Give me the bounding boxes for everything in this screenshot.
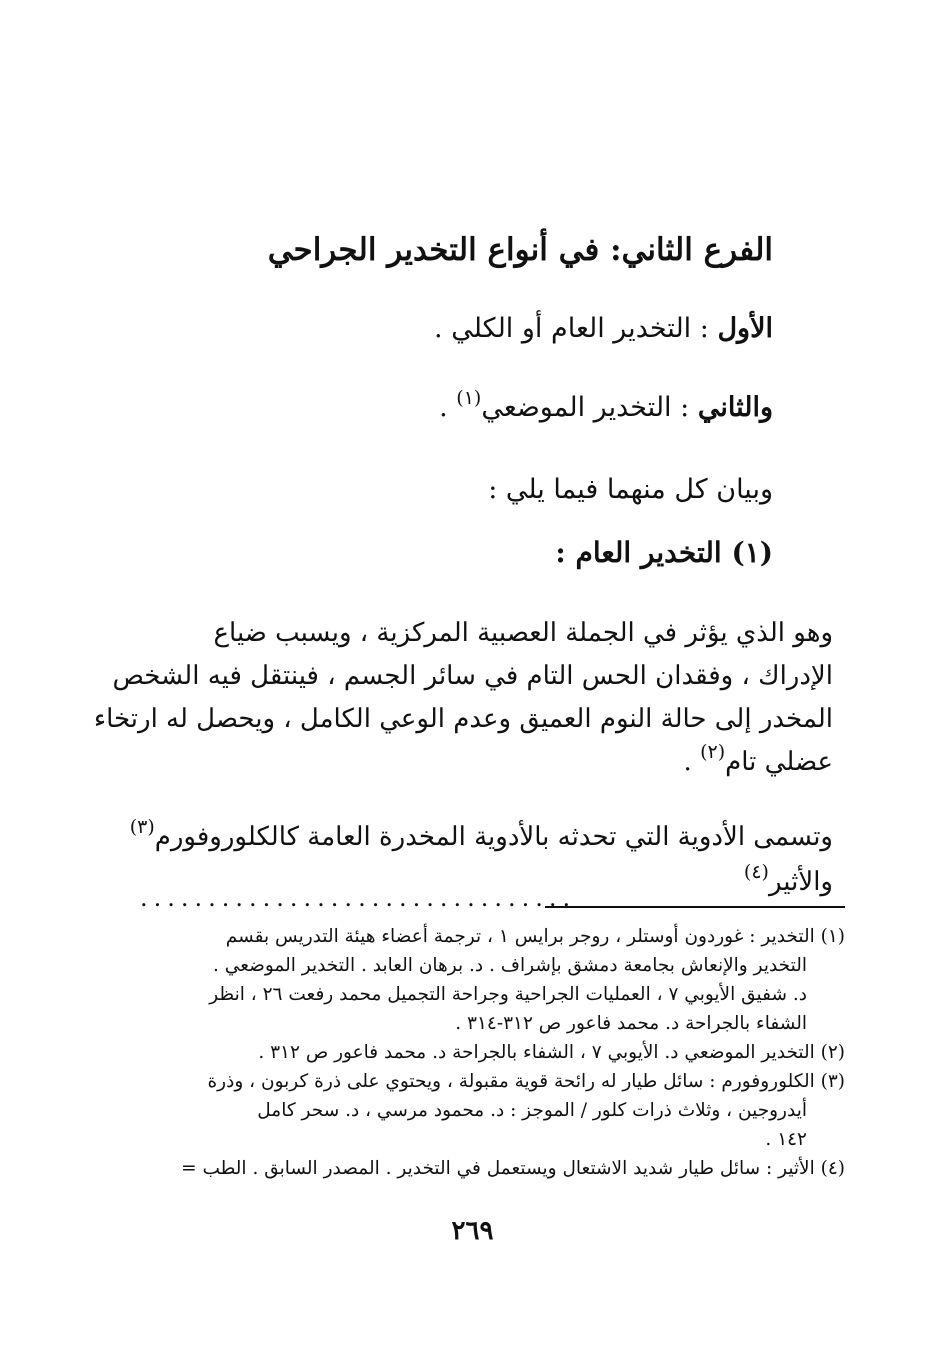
footnote-1-continuation: التخدير والإنعاش بجامعة دمشق بإشراف . د. برهان العابد . التخدير الموضعي .: [213, 955, 807, 976]
type-second-text: : التخدير الموضعي: [481, 392, 698, 423]
paragraph-line-text: عضلي تام: [725, 747, 833, 777]
paragraph-general-anesthesia: [93, 612, 833, 786]
page-number: ٢٦٩: [451, 1216, 494, 1246]
footnote-separator: [545, 906, 845, 908]
type-first-label: الأول: [717, 313, 773, 344]
paragraph-line-text: وتسمى الأدوية التي تحدثه بالأدوية المخدرة العامة كالكلوروفورم: [154, 822, 833, 852]
footnote-3-continuation: ١٤٢ .: [765, 1129, 807, 1150]
types-intro: وبيان كل منهما فيما يلي :: [488, 474, 773, 505]
subheading-general-anesthesia: (١) التخدير العام :: [555, 536, 773, 569]
footnotes: [133, 922, 845, 1183]
footnote-3-continuation: أيدروجين ، وثلاث ذرات كلور / الموجز : د. محمود مرسي ، د. سحر كامل: [257, 1100, 807, 1121]
paragraph-line-end: .: [683, 747, 701, 777]
type-first: [434, 313, 773, 344]
footnote-ref-3[interactable]: (٣): [129, 816, 155, 838]
footnote-2: (٢) التخدير الموضعي د. الأيوبي ٧ ، الشفاء بالجراحة د. محمد فاعور ص ٣١٢ .: [258, 1042, 845, 1063]
footnote-1: (١) التخدير : غوردون أوستلر ، روجر برايس ١ ، ترجمة أعضاء هيئة التدريس بقسم: [225, 926, 845, 947]
type-second-label: والثاني: [697, 392, 773, 423]
continuation-dots: ................................: [140, 884, 577, 912]
footnote-1-continuation: الشفاء بالجراحة د. محمد فاعور ص ٣١٢-٣١٤ .: [455, 1013, 807, 1034]
paragraph-line: المخدر إلى حالة النوم العميق وعدم الوعي الكامل ، ويحصل له ارتخاء: [93, 704, 833, 734]
paragraph-line: [133, 741, 833, 786]
paragraph-line: [129, 816, 833, 861]
footnote-3: (٣) الكلوروفورم : سائل طيار له رائحة قوية مقبولة ، ويحتوي على ذرة كربون ، وذرة: [207, 1071, 845, 1092]
section-title: الفرع الثاني: في أنواع التخدير الجراحي: [267, 232, 773, 268]
footnote-ref-2[interactable]: (٢): [700, 741, 726, 763]
paragraph-line-text: والأثير: [768, 867, 833, 897]
footnote-ref-1[interactable]: (١): [456, 387, 482, 409]
footnote-ref-4[interactable]: (٤): [743, 861, 769, 883]
footnote-1-continuation: د. شفيق الأيوبي ٧ ، العمليات الجراحية وجراحة التجميل محمد رفعت ٢٦ ، انظر: [209, 984, 807, 1005]
type-second-end: .: [439, 392, 457, 423]
footnote-4: (٤) الأثير : سائل طيار شديد الاشتعال ويستعمل في التخدير . المصدر السابق . الطب =: [181, 1158, 845, 1179]
type-second: [439, 387, 773, 423]
type-first-text: : التخدير العام أو الكلي .: [434, 313, 718, 344]
paragraph-line: وهو الذي يؤثر في الجملة العصبية المركزية ، ويسبب ضياع: [213, 618, 833, 648]
paragraph-line: الإدراك ، وفقدان الحس التام في سائر الجسم ، فينتقل فيه الشخص: [112, 661, 833, 691]
